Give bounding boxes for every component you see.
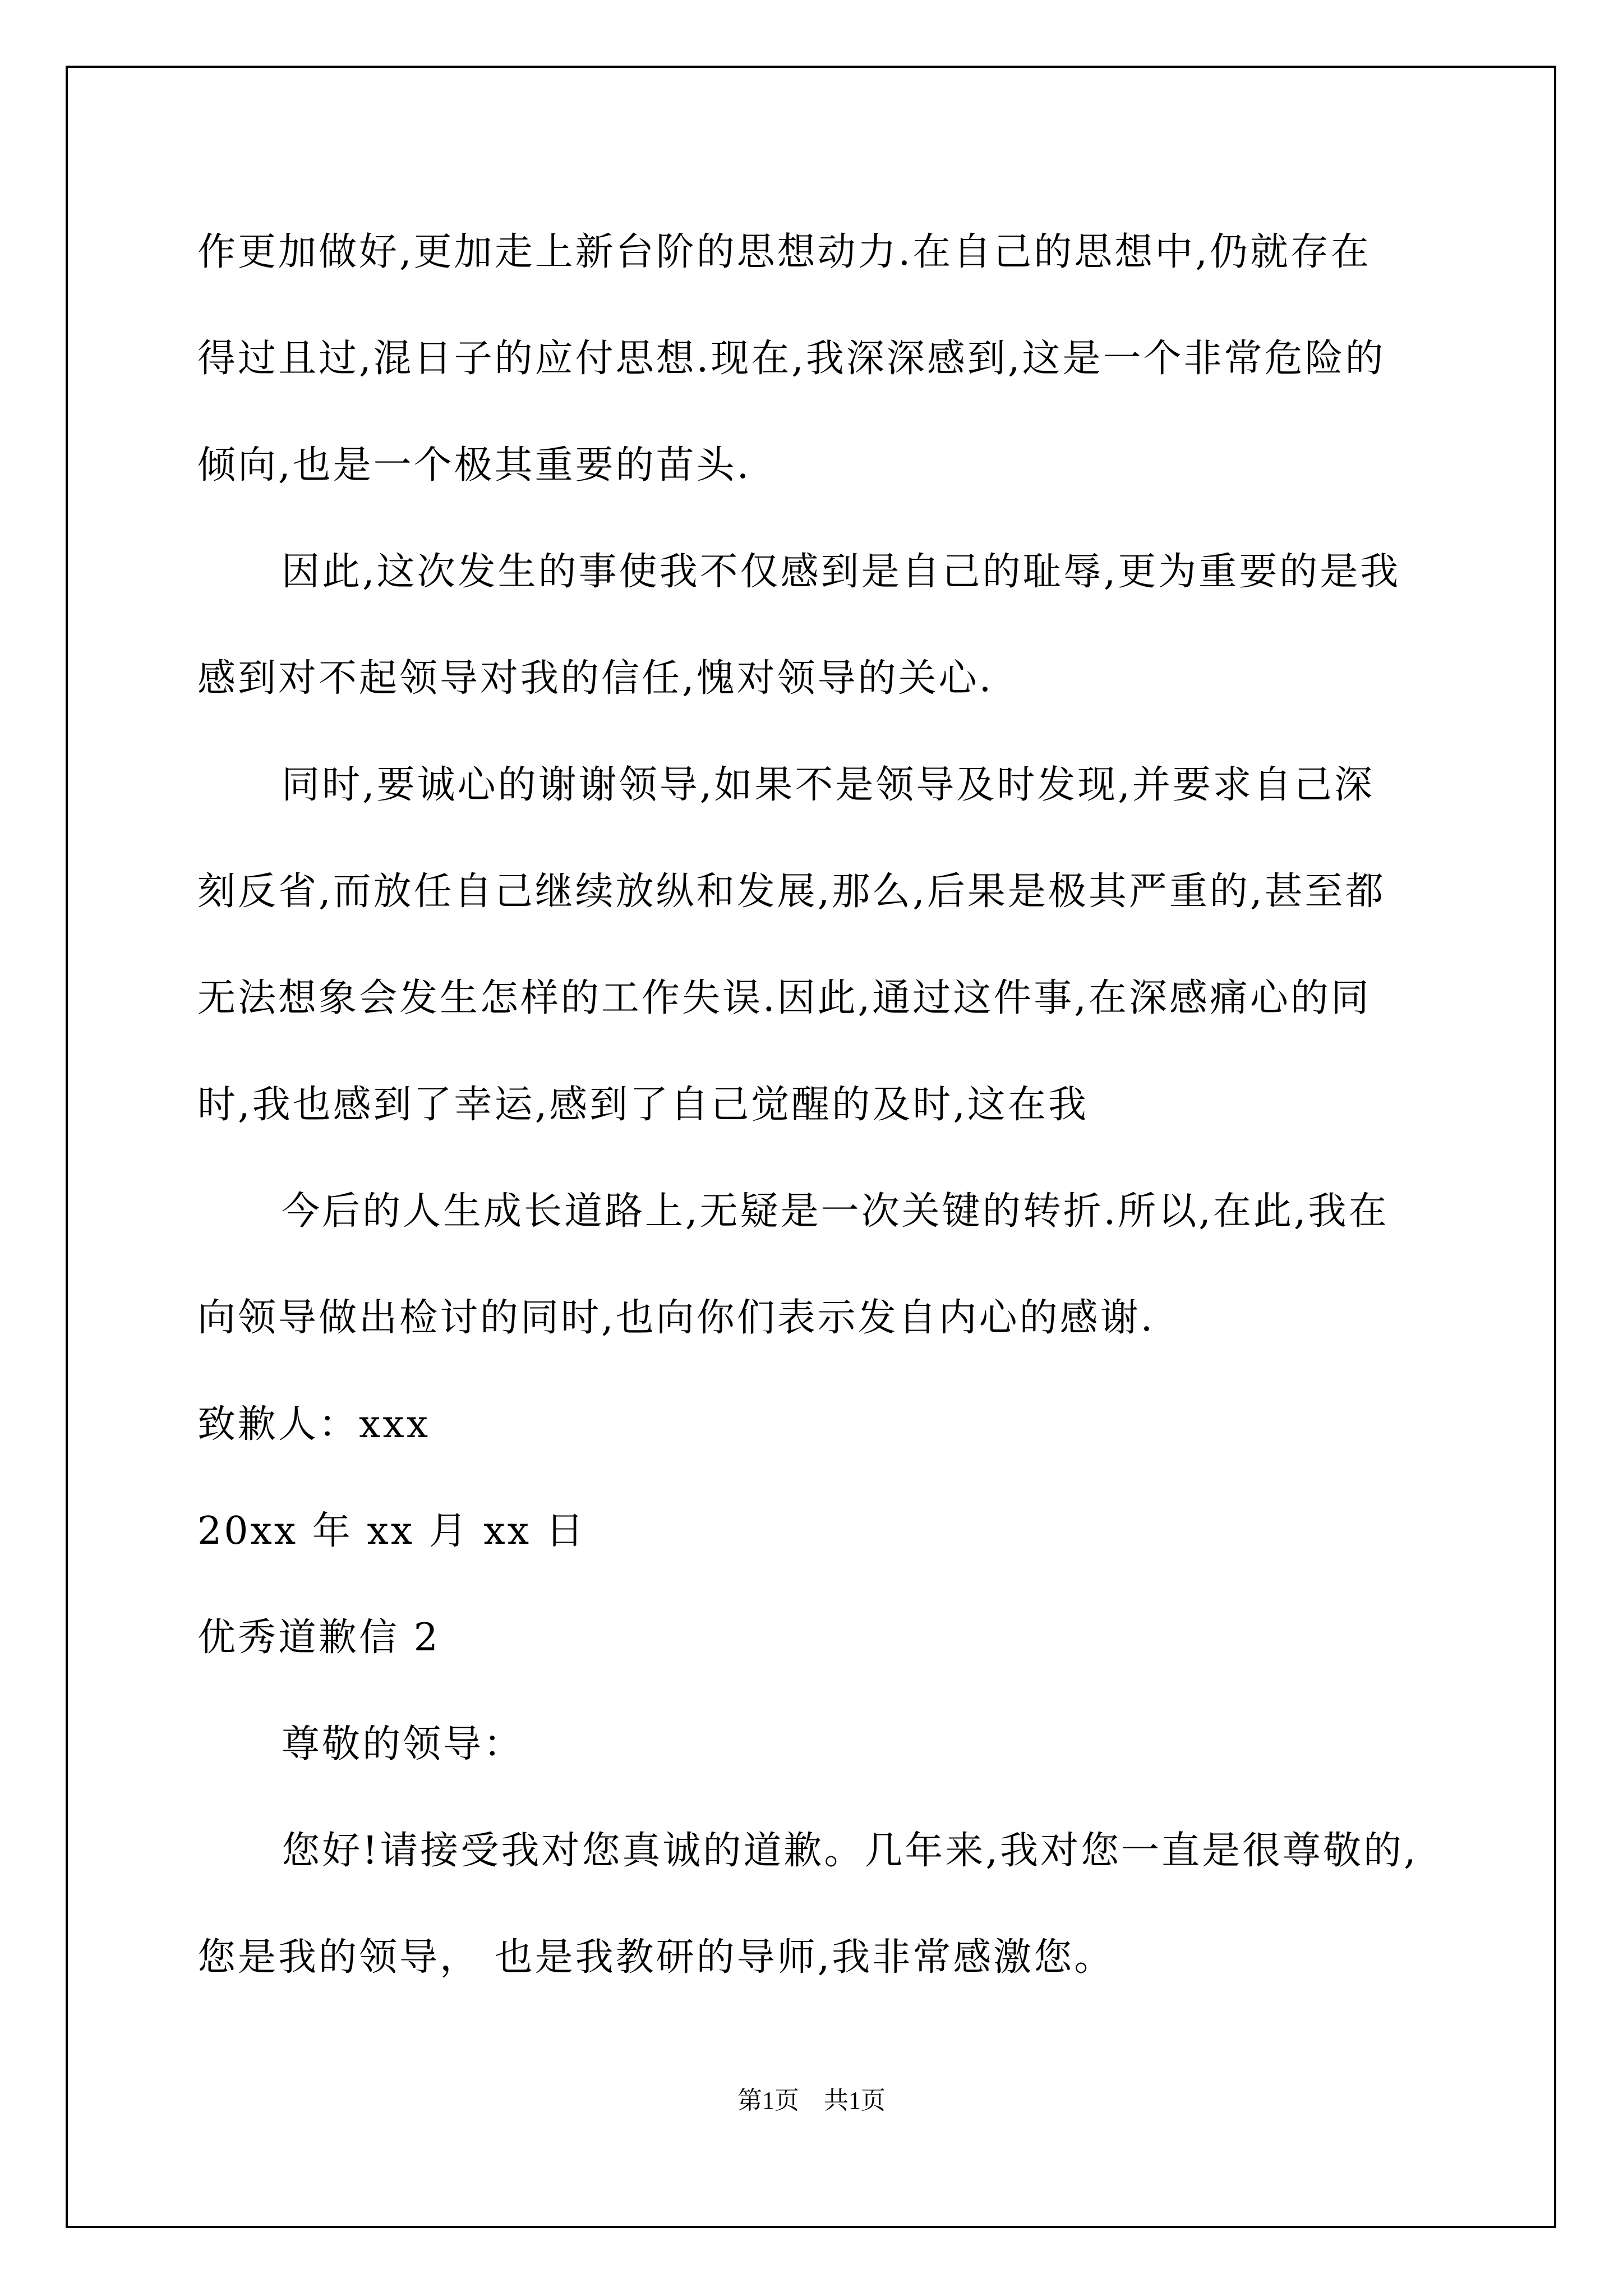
signature-line: 致歉人：xxx: [197, 1402, 431, 1447]
text-line: 您好!请接受我对您真诚的道歉。几年来,我对您一直是很尊敬的,: [282, 1829, 1418, 1873]
page-footer: 第1页 共1页: [737, 2087, 886, 2114]
text-line: 得过且过,混日子的应付思想.现在,我深深感到,这是一个非常危险的: [197, 337, 1386, 381]
text-line: 同时,要诚心的谢谢领导,如果不是领导及时发现,并要求自己深: [282, 763, 1375, 807]
text-line: 向领导做出检讨的同时,也向你们表示发自内心的感谢.: [197, 1296, 1155, 1340]
salutation: 尊敬的领导：: [282, 1722, 524, 1766]
section-title: 优秀道歉信 2: [197, 1616, 440, 1660]
text-line: 因此,这次发生的事使我不仅感到是自己的耻辱,更为重要的是我: [282, 550, 1401, 594]
text-line: 感到对不起领导对我的信任,愧对领导的关心.: [197, 656, 994, 701]
text-line: 时,我也感到了幸运,感到了自己觉醒的及时,这在我: [197, 1083, 1089, 1127]
text-line: 作更加做好,更加走上新台阶的思想动力.在自己的思想中,仍就存在: [197, 230, 1371, 274]
text-line: 您是我的领导， 也是我教研的导师,我非常感激您。: [197, 1935, 1115, 1980]
text-line: 无法想象会发生怎样的工作失误.因此,通过这件事,在深感痛心的同: [197, 976, 1371, 1020]
text-line: 刻反省,而放任自己继续放纵和发展,那么,后果是极其严重的,甚至都: [197, 869, 1386, 914]
text-line: 倾向,也是一个极其重要的苗头.: [197, 443, 751, 487]
text-line: 今后的人生成长道路上,无疑是一次关键的转折.所以,在此,我在: [282, 1189, 1389, 1234]
date-line: 20xx 年 xx 月 xx 日: [197, 1509, 586, 1553]
